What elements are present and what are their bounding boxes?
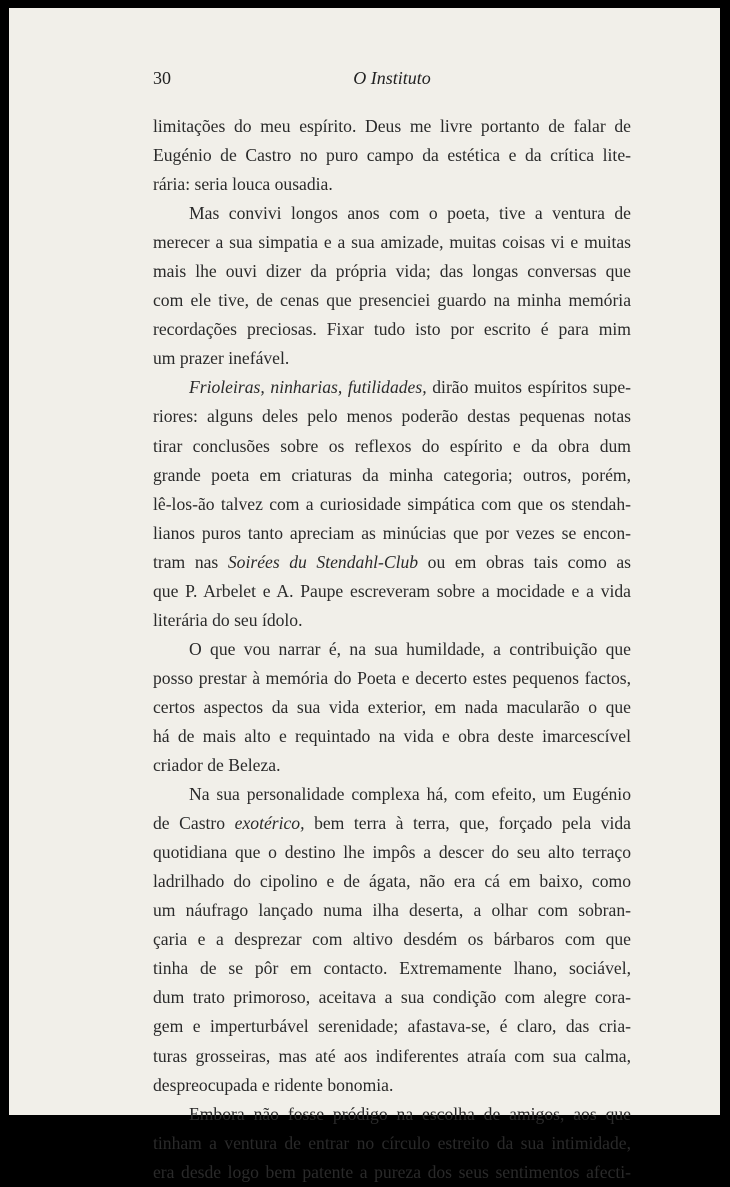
text-run: grande poeta em criaturas da minha categoria; outros, porém, — [153, 464, 631, 485]
text-run: tram nas — [153, 551, 228, 572]
text-line — [153, 228, 631, 257]
text-run: com ele tive, de cenas que presenciei guardo na minha memória — [153, 290, 631, 311]
text-line — [153, 983, 631, 1012]
text-run: tirar conclusões sobre os reflexos do espírito e da obra dum — [153, 435, 631, 456]
body-text — [153, 112, 631, 1187]
text-run: O que vou narrar é, na sua humildade, a contribuição que — [189, 638, 631, 659]
text-line — [153, 170, 631, 199]
text-line — [153, 344, 631, 373]
text-line — [153, 664, 631, 693]
text-line — [153, 606, 631, 635]
text-run: criador de Beleza. — [153, 755, 281, 776]
text-line — [153, 867, 631, 896]
text-run: despreocupada e ridente bonomia. — [153, 1074, 394, 1095]
text-run: quotidiana que o destino lhe impôs a descer do seu alto terraço — [153, 842, 631, 863]
text-run: lianos puros tanto apreciam as minúcias que por vezes se encon- — [153, 522, 631, 543]
text-line — [153, 925, 631, 954]
text-run: ladrilhado do cipolino e de ágata, não era cá em baixo, como — [153, 871, 631, 892]
text-run: literária do seu ídolo. — [153, 609, 303, 630]
text-run: tinham a ventura de entrar no círculo estreito da sua intimidade, — [153, 1132, 631, 1153]
text-run: ou em obras tais como as — [418, 551, 631, 572]
text-line — [153, 461, 631, 490]
text-run: que P. Arbelet e A. Paupe escreveram sobre a mocidade e a vida — [153, 580, 631, 601]
text-line — [153, 1100, 631, 1129]
text-line — [153, 199, 631, 228]
italic-run: Frioleiras, ninharias, futilidades, — [189, 377, 427, 398]
text-run: Mas convivi longos anos com o poeta, tive a ventura de — [189, 203, 631, 224]
text-run: recordações preciosas. Fixar tudo isto por escrito é para mim — [153, 319, 631, 340]
text-line — [153, 635, 631, 664]
text-line — [153, 1129, 631, 1158]
text-line — [153, 1042, 631, 1071]
text-line — [153, 577, 631, 606]
text-line — [153, 373, 631, 402]
text-line — [153, 838, 631, 867]
text-line — [153, 1158, 631, 1187]
text-run: rária: seria louca ousadia. — [153, 174, 333, 195]
text-line — [153, 1071, 631, 1100]
text-run: Na sua personalidade complexa há, com efeito, um Eugénio — [189, 784, 631, 805]
text-run: um prazer inefável. — [153, 348, 290, 369]
text-run: turas grosseiras, mas até aos indiferentes atraía com sua calma, — [153, 1045, 631, 1066]
text-line — [153, 286, 631, 315]
text-line — [153, 548, 631, 577]
text-line — [153, 141, 631, 170]
text-line — [153, 315, 631, 344]
text-line — [153, 432, 631, 461]
text-run: de Castro — [153, 813, 235, 834]
text-run: Embora não fosse pródigo na escolha de amigos, aos que — [189, 1103, 631, 1124]
text-line — [153, 519, 631, 548]
text-run: limitações do meu espírito. Deus me livre portanto de falar de — [153, 116, 631, 136]
text-line — [153, 112, 631, 141]
text-run: um náufrago lançado numa ilha deserta, a olhar com sobran- — [153, 900, 631, 921]
text-line — [153, 751, 631, 780]
text-line — [153, 257, 631, 286]
text-line — [153, 896, 631, 925]
text-run: há de mais alto e requintado na vida e obra deste imarcescível — [153, 725, 631, 746]
text-run: Eugénio de Castro no puro campo da estética e da crítica lite- — [153, 145, 631, 166]
text-line — [153, 780, 631, 809]
text-run: bem terra à terra, que, forçado pela vida — [304, 813, 631, 834]
text-run: mais lhe ouvi dizer da própria vida; das longas conversas que — [153, 261, 631, 282]
text-line — [153, 954, 631, 983]
text-run: riores: alguns deles pelo menos poderão destas pequenas notas — [153, 406, 631, 427]
text-line — [153, 693, 631, 722]
italic-run: exotérico, — [234, 813, 305, 834]
text-run: lê-los-ão talvez com a curiosidade simpática com que os stendah- — [153, 493, 631, 514]
text-run: gem e imperturbável serenidade; afastava-se, é claro, das cria- — [153, 1016, 631, 1037]
text-run: çaria e a desprezar com altivo desdém os bárbaros com que — [153, 929, 631, 950]
text-line — [153, 1012, 631, 1041]
text-run: dirão muitos espíritos supe- — [426, 377, 632, 398]
text-run: dum trato primoroso, aceitava a sua condição com alegre cora- — [153, 987, 631, 1008]
text-run: certos aspectos da sua vida exterior, em nada macularão o que — [153, 696, 631, 717]
italic-run: Soirées du Stendahl-Club — [227, 551, 419, 572]
page-header — [153, 66, 631, 96]
text-line — [153, 722, 631, 751]
text-run: posso prestar à memória do Poeta e decerto estes pequenos factos, — [153, 667, 631, 688]
text-run: tinha de se pôr em contacto. Extremamente lhano, sociável, — [153, 958, 631, 979]
text-line — [153, 490, 631, 519]
page-number: 30 — [153, 68, 171, 88]
text-line — [153, 402, 631, 431]
text-run: merecer a sua simpatia e a sua amizade, muitas coisas vi e muitas — [153, 232, 631, 253]
text-line — [153, 809, 631, 838]
running-title: O Instituto — [353, 68, 431, 88]
text-run: era desde logo bem patente a pureza dos seus sentimentos afecti- — [153, 1161, 631, 1182]
